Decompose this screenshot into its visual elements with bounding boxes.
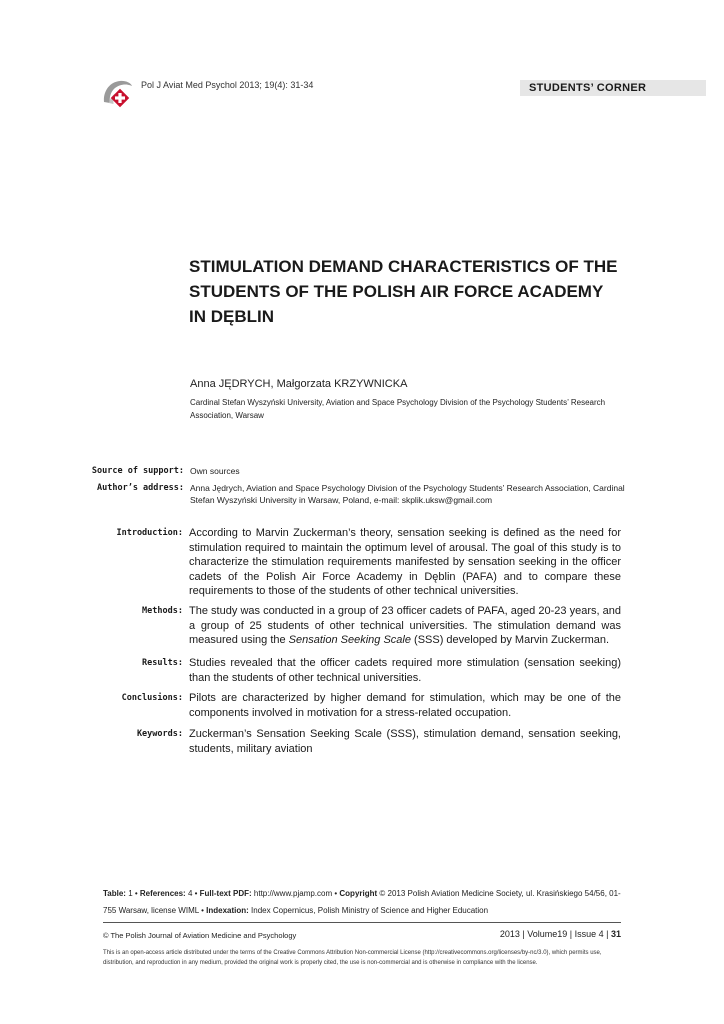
- affiliation: Cardinal Stefan Wyszyński University, Aviation and Space Psychology Division of the Psychology Students’ Research Association, Warsaw: [190, 398, 606, 420]
- full-text-pdf-link[interactable]: http://www.pjamp.com: [253, 889, 333, 898]
- source-of-support-value: Own sources: [190, 466, 240, 476]
- section-tag: STUDENTS’ CORNER: [520, 80, 706, 96]
- methods-label: Methods:: [142, 606, 183, 616]
- footer-divider: [103, 922, 621, 923]
- page-number: 31: [610, 929, 621, 939]
- authors-address-label: Author’s address:: [97, 483, 184, 493]
- table-label: Table:: [103, 889, 126, 898]
- copyright-value: © 2013 Polish Aviation Medicine Society, ul. Krasińskiego 54/56, 01-755 Warsaw, license WIML: [103, 889, 621, 915]
- introduction-text: According to Marvin Zuckerman’s theory, sensation seeking is defined as the need for stimulation required to maintain the optimum level of arousal. The goal of this study is to characterize the stimulation requirements manifested by sensation seeking in the officer cadets of the Polish Air Force Academy in Dęblin (PAFA) and to compare these requirements to those of the students of other technical universities.: [189, 527, 621, 597]
- table-value: 1: [128, 889, 133, 898]
- journal-name: © The Polish Journal of Aviation Medicine and Psychology: [103, 931, 297, 940]
- indexation-label: Indexation:: [206, 906, 249, 915]
- methods-text: [189, 604, 621, 648]
- indexation-value: Index Copernicus, Polish Ministry of Science and Higher Education: [251, 906, 489, 915]
- journal-reference: Pol J Aviat Med Psychol 2013; 19(4): 31-34: [141, 80, 314, 90]
- article-footer-meta: Table: 1 • References: 4 • Full-text PDF: http://www.pjamp.com • Copyright © 2013 Polish Aviation Medicine Society, ul. Krasińskiego 54/56, 01-755 Warsaw, license WIML • Indexation: Index Copernicus, Polish Ministry of Science and Higher Education: [103, 889, 621, 915]
- issue-info: [500, 929, 621, 939]
- article-title: [189, 254, 629, 329]
- journal-logo-icon: [100, 76, 134, 110]
- title-line: IN DĘBLIN: [189, 307, 274, 326]
- introduction-label: Introduction:: [116, 528, 183, 538]
- issue-details: 2013 | Volume19 | Issue 4 |: [499, 929, 609, 939]
- results-text: Studies revealed that the officer cadets required more stimulation (sensation seeking) than the students of other technical universities.: [189, 657, 621, 684]
- authors: Anna JĘDRYCH, Małgorzata KRZYWNICKA: [190, 378, 408, 390]
- title-line: STIMULATION DEMAND CHARACTERISTICS OF THE: [189, 257, 618, 276]
- authors-address-value: Anna Jędrych, Aviation and Space Psychology Division of the Psychology Students’ Research Association, Cardinal Stefan Wyszyński University in Warsaw, Poland, e-mail: skplik.uksw@gmail.com: [190, 483, 625, 505]
- keywords-text: Zuckerman’s Sensation Seeking Scale (SSS), stimulation demand, sensation seeking, students, military aviation: [189, 728, 621, 755]
- source-of-support-label: Source of support:: [91, 466, 184, 476]
- methods-scale-name: Sensation Seeking Scale: [288, 634, 411, 646]
- results-label: Results:: [142, 658, 183, 668]
- references-value: 4: [187, 889, 193, 898]
- title-line: STUDENTS OF THE POLISH AIR FORCE ACADEMY: [189, 282, 604, 301]
- copyright-label: Copyright: [339, 889, 378, 898]
- keywords-label: Keywords:: [136, 729, 183, 739]
- full-text-pdf-label: Full-text PDF:: [199, 889, 252, 898]
- references-label: References:: [139, 889, 186, 898]
- conclusions-label: Conclusions:: [121, 693, 183, 703]
- license-notice: This is an open-access article distributed under the terms of the Creative Commons Attribution Non-commercial License (http://creativecommons.org/licenses/by-nc/3.0), which permits use, distribution, and reproduction in any medium, provided the original work is properly cited, the use is non-commercial and is otherwise in compliance with the license.: [103, 950, 602, 966]
- conclusions-text: Pilots are characterized by higher demand for stimulation, which may be one of the components involved in motivation for a stress-related occupation.: [189, 692, 621, 719]
- methods-text-part: (SSS) developed by Marvin Zuckerman.: [410, 634, 610, 646]
- methods-text-part: The study was conducted in a group of 23 officer cadets of PAFA, aged 20-23 years, and a group of 25 students of other technical universities. The stimulation demand was measured using the: [189, 605, 621, 646]
